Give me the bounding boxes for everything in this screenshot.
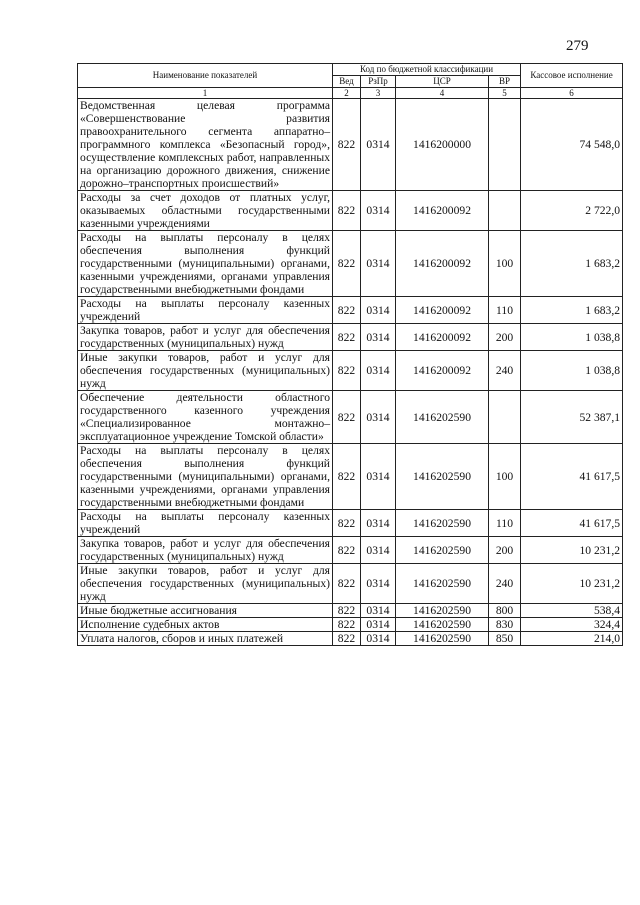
col-number: 5 [489, 88, 521, 99]
row-amount: 52 387,1 [521, 391, 623, 444]
row-amount: 538,4 [521, 604, 623, 618]
row-ved: 822 [333, 231, 361, 297]
header-name: Наименование показателей [78, 64, 333, 88]
row-vr: 110 [489, 510, 521, 537]
row-rzpr: 0314 [361, 564, 396, 604]
header-code-group: Код по бюджетной классификации [333, 64, 521, 76]
row-amount: 41 617,5 [521, 444, 623, 510]
row-ved: 822 [333, 191, 361, 231]
row-csr: 1416202590 [396, 510, 489, 537]
row-ved: 822 [333, 618, 361, 632]
row-amount: 1 038,8 [521, 324, 623, 351]
header-vr: ВР [489, 76, 521, 88]
table-row [78, 444, 623, 510]
row-ved: 822 [333, 537, 361, 564]
row-name: Иные закупки товаров, работ и услуг для обеспечения государственных (муниципальных) нужд [78, 564, 333, 604]
row-name: Расходы на выплаты персоналу в целях обеспечения выполнения функций государственными (муниципальными) органами, казенными учреждениями, органами управления государственными внебюджетными фондами [78, 444, 333, 510]
row-rzpr: 0314 [361, 618, 396, 632]
row-csr: 1416202590 [396, 604, 489, 618]
row-rzpr: 0314 [361, 444, 396, 510]
row-name: Закупка товаров, работ и услуг для обеспечения государственных (муниципальных) нужд [78, 537, 333, 564]
row-rzpr: 0314 [361, 510, 396, 537]
row-amount: 10 231,2 [521, 537, 623, 564]
row-vr [489, 191, 521, 231]
row-rzpr: 0314 [361, 537, 396, 564]
row-csr: 1416202590 [396, 537, 489, 564]
row-ved: 822 [333, 99, 361, 191]
row-csr: 1416200092 [396, 231, 489, 297]
row-rzpr: 0314 [361, 604, 396, 618]
col-number: 1 [78, 88, 333, 99]
row-vr: 100 [489, 444, 521, 510]
table-row [78, 604, 623, 618]
row-name: Расходы на выплаты персоналу казенных учреждений [78, 510, 333, 537]
row-rzpr: 0314 [361, 231, 396, 297]
row-rzpr: 0314 [361, 632, 396, 646]
row-ved: 822 [333, 444, 361, 510]
row-rzpr: 0314 [361, 324, 396, 351]
col-number: 6 [521, 88, 623, 99]
header-csr: ЦСР [396, 76, 489, 88]
budget-table [77, 63, 623, 646]
col-number: 2 [333, 88, 361, 99]
row-name: Расходы за счет доходов от платных услуг, оказываемых областными государственными казенными учреждениями [78, 191, 333, 231]
row-csr: 1416200092 [396, 191, 489, 231]
row-ved: 822 [333, 391, 361, 444]
table-row [78, 351, 623, 391]
row-csr: 1416200000 [396, 99, 489, 191]
row-name: Расходы на выплаты персоналу в целях обеспечения выполнения функций государственными (муниципальными) органами, казенными учреждениями, органами управления государственными внебюджетными фондами [78, 231, 333, 297]
row-amount: 41 617,5 [521, 510, 623, 537]
row-name: Иные бюджетные ассигнования [78, 604, 333, 618]
row-vr: 200 [489, 537, 521, 564]
row-vr: 800 [489, 604, 521, 618]
row-ved: 822 [333, 324, 361, 351]
row-rzpr: 0314 [361, 191, 396, 231]
row-vr: 850 [489, 632, 521, 646]
row-csr: 1416202590 [396, 391, 489, 444]
row-vr: 100 [489, 231, 521, 297]
row-vr [489, 391, 521, 444]
row-name: Уплата налогов, сборов и иных платежей [78, 632, 333, 646]
row-amount: 74 548,0 [521, 99, 623, 191]
row-ved: 822 [333, 632, 361, 646]
row-csr: 1416200092 [396, 297, 489, 324]
row-ved: 822 [333, 604, 361, 618]
row-ved: 822 [333, 351, 361, 391]
row-name: Обеспечение деятельности областного государственного казенного учреждения «Специализированное монтажно–эксплуатационное учреждение Томской области» [78, 391, 333, 444]
row-name: Иные закупки товаров, работ и услуг для обеспечения государственных (муниципальных) нужд [78, 351, 333, 391]
table-row [78, 510, 623, 537]
row-amount: 2 722,0 [521, 191, 623, 231]
header-ved: Вед [333, 76, 361, 88]
row-csr: 1416202590 [396, 618, 489, 632]
row-ved: 822 [333, 510, 361, 537]
row-amount: 1 683,2 [521, 231, 623, 297]
row-csr: 1416202590 [396, 632, 489, 646]
row-amount: 10 231,2 [521, 564, 623, 604]
col-number: 4 [396, 88, 489, 99]
row-csr: 1416202590 [396, 444, 489, 510]
row-amount: 1 038,8 [521, 351, 623, 391]
table-row [78, 537, 623, 564]
row-csr: 1416200092 [396, 324, 489, 351]
table-row [78, 391, 623, 444]
row-rzpr: 0314 [361, 99, 396, 191]
row-name: Расходы на выплаты персоналу казенных учреждений [78, 297, 333, 324]
row-vr: 830 [489, 618, 521, 632]
row-csr: 1416202590 [396, 564, 489, 604]
table-row [78, 618, 623, 632]
row-amount: 324,4 [521, 618, 623, 632]
row-csr: 1416200092 [396, 351, 489, 391]
row-rzpr: 0314 [361, 297, 396, 324]
col-number: 3 [361, 88, 396, 99]
table-row [78, 564, 623, 604]
row-name: Ведомственная целевая программа «Совершенствование развития правоохранительного сегмента аппаратно–программного комплекса «Безопасный город», осуществление комплексных работ, направленных на организацию дорожного движения, снижение дорожно–транспортных происшествий» [78, 99, 333, 191]
header-rzpr: РзПр [361, 76, 396, 88]
row-amount: 1 683,2 [521, 297, 623, 324]
table-row [78, 99, 623, 191]
table-row [78, 324, 623, 351]
row-ved: 822 [333, 564, 361, 604]
table-row [78, 231, 623, 297]
row-name: Исполнение судебных актов [78, 618, 333, 632]
row-amount: 214,0 [521, 632, 623, 646]
header-executed: Кассовое исполнение [521, 64, 623, 88]
row-name: Закупка товаров, работ и услуг для обеспечения государственных (муниципальных) нужд [78, 324, 333, 351]
row-vr: 200 [489, 324, 521, 351]
row-vr [489, 99, 521, 191]
row-vr: 110 [489, 297, 521, 324]
row-vr: 240 [489, 564, 521, 604]
table-row [78, 297, 623, 324]
row-vr: 240 [489, 351, 521, 391]
row-ved: 822 [333, 297, 361, 324]
page-number: 279 [566, 38, 589, 54]
row-rzpr: 0314 [361, 351, 396, 391]
row-rzpr: 0314 [361, 391, 396, 444]
table-row [78, 632, 623, 646]
table-row [78, 191, 623, 231]
